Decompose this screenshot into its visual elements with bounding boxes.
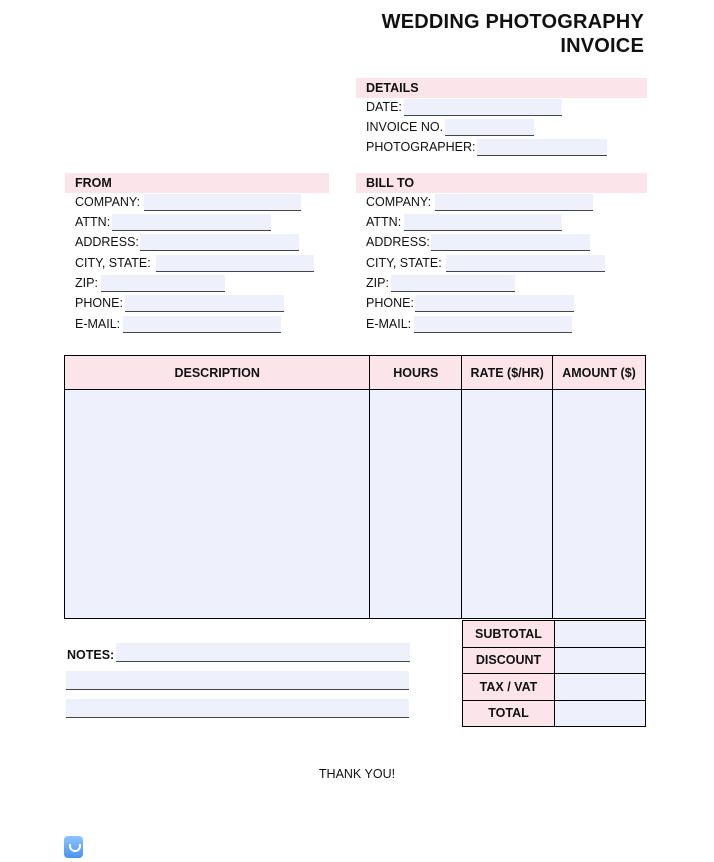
rate-cell[interactable] — [462, 390, 553, 619]
subtotal-value[interactable] — [555, 621, 646, 648]
from-attn-label: ATTN: — [75, 215, 111, 229]
details-date-row — [366, 99, 566, 116]
bill-phone-row — [366, 295, 581, 312]
from-email-label: E-MAIL: — [75, 317, 121, 331]
bill-phone-label: PHONE: — [366, 296, 414, 310]
from-phone-label: PHONE: — [75, 296, 123, 310]
from-company-field[interactable] — [144, 194, 301, 211]
col-rate: RATE ($/HR) — [462, 356, 553, 390]
tax-vat-value[interactable] — [555, 674, 646, 701]
subtotal-row — [463, 621, 646, 648]
tax-vat-label: TAX / VAT — [463, 674, 555, 701]
bill-to-header: BILL TO — [356, 173, 647, 193]
app-logo-icon — [64, 836, 83, 858]
subtotal-label: SUBTOTAL — [463, 621, 555, 648]
notes-line-1[interactable] — [116, 643, 410, 662]
bill-email-row — [366, 316, 581, 333]
from-company-row — [75, 194, 305, 211]
from-city-state-row — [75, 255, 320, 272]
bill-city-state-row — [366, 255, 611, 272]
bill-address-row — [366, 234, 596, 251]
notes-line-2[interactable] — [66, 671, 409, 690]
total-row — [463, 700, 646, 727]
from-company-label: COMPANY: — [75, 195, 141, 209]
total-value[interactable] — [555, 700, 646, 727]
bill-company-label: COMPANY: — [366, 195, 432, 209]
bill-company-field[interactable] — [435, 194, 593, 211]
invoice-no-field[interactable] — [445, 119, 534, 136]
bill-zip-field[interactable] — [391, 275, 515, 292]
bill-attn-label: ATTN: — [366, 215, 402, 229]
tax-vat-row — [463, 674, 646, 701]
line-items-body-row — [65, 390, 646, 619]
date-label: DATE: — [366, 100, 402, 114]
from-phone-field[interactable] — [125, 295, 284, 312]
invoice-no-label: INVOICE NO. — [366, 120, 444, 134]
bill-attn-field[interactable] — [404, 214, 562, 231]
from-zip-field[interactable] — [101, 275, 225, 292]
from-city-state-label: CITY, STATE: — [75, 256, 151, 270]
discount-value[interactable] — [555, 647, 646, 674]
bill-city-state-field[interactable] — [446, 255, 605, 272]
bill-zip-label: ZIP: — [366, 276, 389, 290]
from-attn-field[interactable] — [112, 214, 271, 231]
line-items-header-row — [65, 356, 646, 390]
from-address-field[interactable] — [140, 234, 299, 251]
bill-address-label: ADDRESS: — [366, 235, 430, 249]
photographer-field[interactable] — [477, 139, 607, 156]
from-attn-row — [75, 214, 275, 231]
col-hours: HOURS — [370, 356, 462, 390]
col-description: DESCRIPTION — [65, 356, 370, 390]
notes-line-3[interactable] — [66, 699, 409, 718]
photographer-label: PHOTOGRAPHER: — [366, 140, 476, 154]
title-line-1: WEDDING PHOTOGRAPHY — [381, 11, 644, 33]
bill-phone-field[interactable] — [415, 295, 574, 312]
discount-row — [463, 647, 646, 674]
details-header: DETAILS — [356, 78, 647, 98]
from-zip-label: ZIP: — [75, 276, 98, 290]
total-label: TOTAL — [463, 700, 555, 727]
thank-you-text: THANK YOU! — [318, 767, 396, 781]
bill-email-label: E-MAIL: — [366, 317, 412, 331]
bill-attn-row — [366, 214, 566, 231]
from-header: FROM — [65, 173, 329, 193]
description-cell[interactable] — [65, 390, 370, 619]
invoice-title — [382, 10, 644, 58]
from-email-row — [75, 316, 290, 333]
line-items-table — [64, 355, 646, 619]
bill-company-row — [366, 194, 596, 211]
notes-label: NOTES: — [67, 648, 115, 662]
from-address-label: ADDRESS: — [75, 235, 139, 249]
from-address-row — [75, 234, 305, 251]
col-amount: AMOUNT ($) — [553, 356, 646, 390]
totals-table — [462, 620, 646, 727]
from-phone-row — [75, 295, 290, 312]
date-field[interactable] — [404, 99, 562, 116]
from-email-field[interactable] — [123, 316, 281, 333]
details-photographer-row — [366, 139, 611, 156]
bill-city-state-label: CITY, STATE: — [366, 256, 442, 270]
from-zip-row — [75, 275, 235, 292]
bill-email-field[interactable] — [414, 316, 572, 333]
title-line-2: INVOICE — [560, 35, 644, 57]
amount-cell[interactable] — [553, 390, 646, 619]
from-city-state-field[interactable] — [156, 255, 314, 272]
bill-zip-row — [366, 275, 526, 292]
bill-address-field[interactable] — [431, 234, 590, 251]
hours-cell[interactable] — [370, 390, 462, 619]
discount-label: DISCOUNT — [463, 647, 555, 674]
details-invoice-no-row — [366, 119, 566, 136]
